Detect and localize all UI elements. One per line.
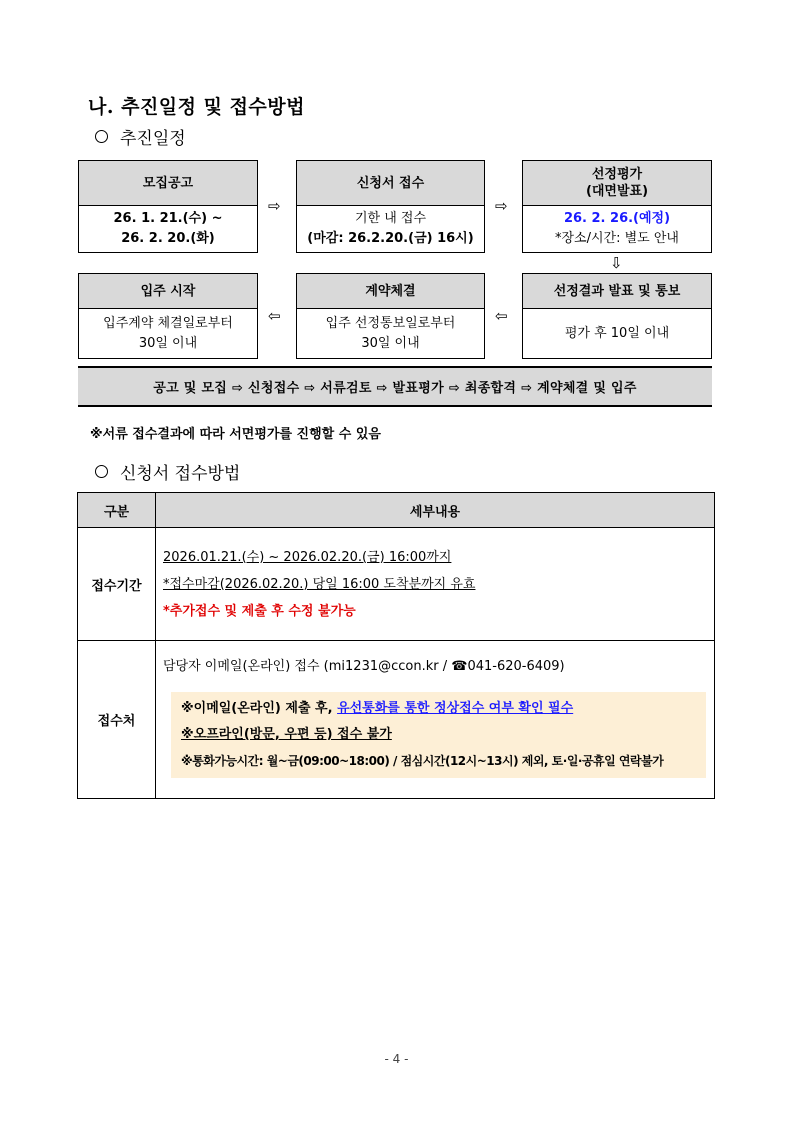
section-title: 나. 추진일정 및 접수방법: [88, 96, 305, 118]
period-range: 2026.01.21.(수) ~ 2026.02.20.(금) 16:00까지: [163, 549, 452, 565]
contact-info: 담당자 이메일(온라인) 접수 (mi1231@ccon.kr / ☎041-620-6409): [163, 659, 565, 674]
notice-line: ※오프라인(방문, 우편 등) 접수 불가: [181, 727, 392, 742]
circle-bullet-icon: [95, 465, 108, 478]
step-body: [79, 206, 257, 252]
step-application-submission: [296, 160, 485, 253]
step-result-announcement: [522, 273, 712, 359]
down-arrow-icon: ⇩: [610, 254, 623, 272]
process-flow-bar: 공고 및 모집 ⇨ 신청접수 ⇨ 서류검토 ⇨ 발표평가 ⇨ 최종합격 ⇨ 계약체결 및 입주: [78, 366, 712, 407]
step-line: 30일 이내: [138, 335, 198, 351]
step-line: 26. 2. 26.(예정): [563, 211, 671, 226]
row-label: 접수처: [78, 641, 156, 799]
table-header-row: [78, 493, 715, 528]
step-header: 입주 시작: [79, 274, 257, 309]
step-body: [523, 206, 711, 252]
left-arrow-icon: ⇦: [495, 307, 508, 325]
step-selection-evaluation: [522, 160, 712, 253]
schedule-heading: [95, 124, 186, 149]
step-line: 기한 내 접수: [354, 211, 427, 226]
step-move-in: [78, 273, 258, 359]
step-header: 모집공고: [79, 161, 257, 206]
step-header: 신청서 접수: [297, 161, 484, 206]
step-line: 평가 후 10일 이내: [564, 325, 670, 341]
step-line: 30일 이내: [361, 335, 420, 351]
table-row: [78, 528, 715, 641]
step-header-line: (대면발표): [585, 184, 649, 199]
column-header: 세부내용: [156, 493, 715, 528]
row-label: 접수기간: [78, 528, 156, 641]
step-recruitment-notice: [78, 160, 258, 253]
step-body: [79, 309, 257, 358]
right-arrow-icon: ⇨: [268, 197, 281, 215]
left-arrow-icon: ⇦: [268, 307, 281, 325]
submission-method-table: [77, 492, 715, 799]
method-heading: [95, 459, 240, 484]
notice-line: ※통화가능시간: 월~금(09:00~18:00) / 점심시간(12시~13시) 제외, 토·일·공휴일 연락불가: [181, 754, 664, 768]
column-header: 구분: [78, 493, 156, 528]
row-details: [156, 528, 715, 641]
step-body: [523, 309, 711, 358]
notice-highlight: 유선통화를 통한 정상접수 여부 확인 필수: [337, 701, 574, 716]
notice-text: ※이메일(온라인) 제출 후,: [181, 701, 338, 716]
notice-line: [181, 696, 696, 722]
step-body: [297, 309, 484, 358]
no-modification-note: *추가접수 및 제출 후 수정 불가능: [163, 603, 356, 619]
step-header: 계약체결: [297, 274, 484, 309]
notice-box: [171, 692, 706, 778]
step-header-line: 선정평가: [591, 167, 643, 182]
step-line: 26. 2. 20.(화): [121, 231, 215, 246]
table-row: [78, 641, 715, 799]
circle-bullet-icon: [95, 130, 108, 143]
deadline-note: *접수마감(2026.02.20.) 당일 16:00 도착분까지 유효: [163, 576, 476, 592]
step-body: [297, 206, 484, 252]
step-line: (마감: 26.2.20.(금) 16시): [307, 231, 474, 246]
step-contract: [296, 273, 485, 359]
step-header: [523, 161, 711, 206]
process-note: ※서류 접수결과에 따라 서면평가를 진행할 수 있음: [90, 427, 381, 442]
row-details: [156, 641, 715, 799]
step-line: 26. 1. 21.(수) ~: [113, 211, 223, 226]
page-number: - 4 -: [384, 1052, 409, 1066]
right-arrow-icon: ⇨: [495, 197, 508, 215]
method-heading-text: 신청서 접수방법: [120, 464, 241, 484]
step-line: 입주계약 체결일로부터: [103, 315, 233, 331]
step-line: 입주 선정통보일로부터: [325, 315, 456, 331]
schedule-heading-text: 추진일정: [120, 129, 186, 149]
step-line: *장소/시간: 별도 안내: [555, 231, 679, 246]
step-header: 선정결과 발표 및 통보: [523, 274, 711, 309]
